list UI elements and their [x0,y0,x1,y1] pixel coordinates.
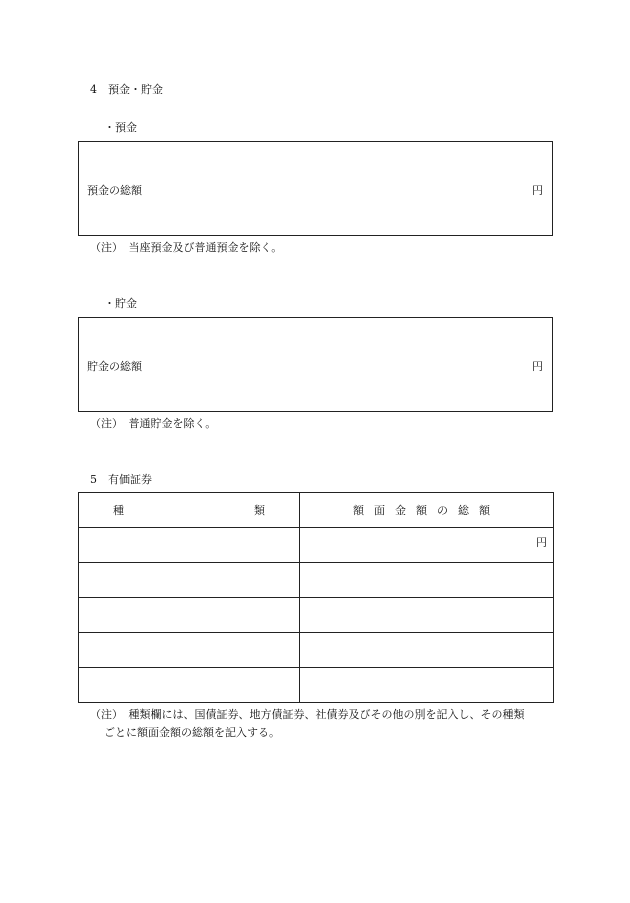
savings-subheading: ・貯金 [104,297,137,310]
securities-note-line2: ごとに額面金額の総額を記入する。 [104,726,280,739]
savings-unit: 円 [532,360,543,373]
securities-note-line1: （注） 種類欄には、国債証券、地方債証券、社債券及びその他の別を記入し、その種類 [90,708,525,721]
table-row [79,633,554,668]
securities-table [78,492,554,703]
kind-cell[interactable] [79,598,300,633]
savings-total-label: 貯金の総額 [87,360,142,373]
deposit-note: （注） 当座預金及び普通預金を除く。 [90,241,283,254]
amount-cell[interactable] [300,633,554,668]
table-row [79,563,554,598]
header-kind [79,493,300,528]
table-row [79,528,554,563]
table-row [79,668,554,703]
deposit-box [78,141,553,236]
amount-cell[interactable] [300,563,554,598]
header-amount-label: 額面金額の総額 [353,504,500,517]
header-amount [300,493,554,528]
savings-note: （注） 普通貯金を除く。 [90,417,217,430]
amount-unit: 円 [536,536,547,549]
header-kind-right: 類 [254,504,265,517]
section5-heading: 5 有価証券 [90,473,152,486]
kind-cell[interactable] [79,633,300,668]
kind-cell[interactable] [79,528,300,563]
kind-cell[interactable] [79,563,300,598]
section4-heading: 4 預金・貯金 [90,83,163,96]
header-kind-left: 種 [113,504,124,517]
amount-cell[interactable] [300,528,554,563]
deposit-unit: 円 [532,184,543,197]
deposit-subheading: ・預金 [104,121,137,134]
amount-cell[interactable] [300,668,554,703]
savings-box [78,317,553,412]
table-row [79,598,554,633]
deposit-total-label: 預金の総額 [87,184,142,197]
kind-cell[interactable] [79,668,300,703]
amount-cell[interactable] [300,598,554,633]
securities-table-header [79,493,554,528]
